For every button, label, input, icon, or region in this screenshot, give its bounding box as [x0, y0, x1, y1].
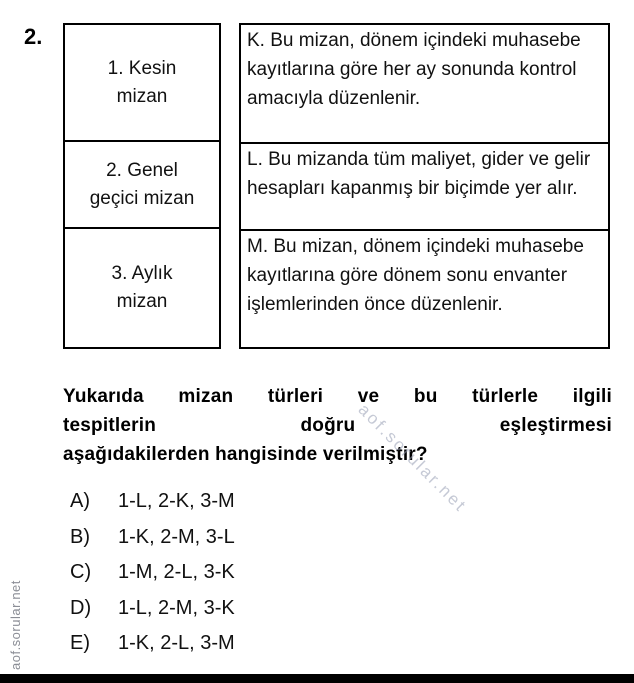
- option-b[interactable]: [70, 526, 235, 549]
- question-stem-line-2: tespitlerin doğru eşleştirmesi: [63, 415, 612, 436]
- mizan-type-1-line2: mizan: [116, 85, 168, 107]
- mizan-type-cell-1: [65, 25, 219, 142]
- mizan-type-cell-3: [65, 229, 219, 347]
- option-b-letter: B): [70, 525, 90, 548]
- watermark-diagonal: aof.sorular.net: [354, 400, 471, 517]
- watermark-left-vertical: aof.sorular.net: [8, 580, 23, 670]
- option-d[interactable]: [70, 597, 235, 620]
- statements-table: [239, 23, 610, 349]
- statement-cell-l: L. Bu mizanda tüm maliyet, gider ve gelir hesapları kapanmış bir biçimde yer alır.: [241, 144, 608, 231]
- bottom-bar: [0, 674, 634, 683]
- statement-cell-m: M. Bu mizan, dönem içindeki muhasebe kayıtlarına göre dönem sonu envanter işlemlerinden önce düzenlenir.: [247, 236, 584, 315]
- mizan-type-2-line2: geçici mizan: [89, 187, 195, 209]
- mizan-type-3-line2: mizan: [116, 291, 168, 312]
- answer-options: [70, 490, 235, 668]
- question-stem-line-1: Yukarıda mizan türleri ve bu türlerle ilgili: [63, 386, 612, 407]
- mizan-types-table: [63, 23, 221, 349]
- statement-cell-k: K. Bu mizan, dönem içindeki muhasebe kayıtlarına göre her ay sonunda kontrol amacıyla düzenlenir.: [241, 25, 608, 144]
- mizan-type-3-line1: 3. Aylık: [111, 263, 173, 284]
- option-e-letter: E): [70, 632, 90, 654]
- option-a[interactable]: [70, 490, 235, 513]
- question-stem-line-3: aşağıdakilerden hangisinde verilmiştir?: [63, 444, 428, 465]
- question-stem: [63, 382, 612, 469]
- mizan-type-cell-2: [65, 142, 219, 229]
- option-a-letter: A): [70, 490, 90, 512]
- question-number: 2.: [24, 24, 43, 49]
- option-b-text: 1-K, 2-M, 3-L: [118, 525, 235, 548]
- option-d-text: 1-L, 2-M, 3-K: [118, 596, 235, 619]
- option-d-letter: D): [70, 596, 92, 619]
- option-c-text: 1-M, 2-L, 3-K: [118, 561, 235, 583]
- option-c-letter: C): [70, 561, 92, 583]
- mizan-type-2-line1: 2. Genel: [106, 159, 178, 181]
- option-a-text: 1-L, 2-K, 3-M: [118, 490, 235, 512]
- option-e-text: 1-K, 2-L, 3-M: [118, 632, 235, 654]
- option-c[interactable]: [70, 561, 235, 584]
- option-e[interactable]: [70, 632, 235, 655]
- mizan-type-1-line1: 1. Kesin: [107, 57, 177, 79]
